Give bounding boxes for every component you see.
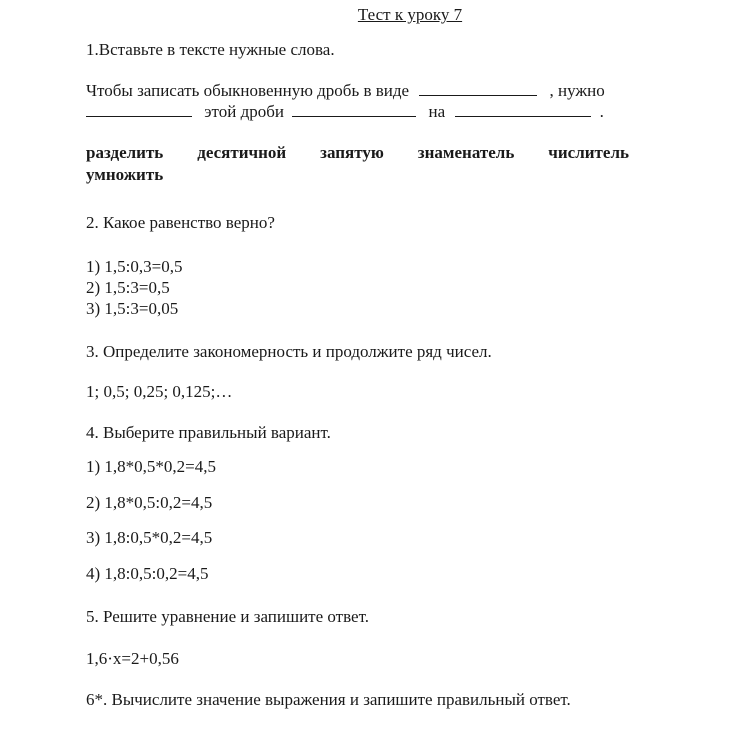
question-2-option: 3) 1,5:3=0,05 xyxy=(86,299,179,318)
word-bank-item: числитель xyxy=(548,143,629,162)
word-bank-item: разделить xyxy=(86,143,164,162)
sentence-part: , нужно xyxy=(549,81,605,100)
question-2-option: 1) 1,5:0,3=0,5 xyxy=(86,257,183,276)
sentence-part: на xyxy=(428,102,446,121)
question-3-sequence: 1; 0,5; 0,25; 0,125;… xyxy=(86,382,233,401)
question-4-option: 4) 1,8:0,5:0,2=4,5 xyxy=(86,564,209,583)
word-bank-item: десятичной xyxy=(197,143,287,162)
answer-blank-2[interactable] xyxy=(86,102,192,117)
sentence-part: . xyxy=(599,102,604,121)
question-2-option: 2) 1,5:3=0,5 xyxy=(86,278,170,297)
sentence-part: этой дроби xyxy=(204,102,284,121)
question-1-heading: 1.Вставьте в тексте нужные слова. xyxy=(86,40,335,59)
question-3-heading: 3. Определите закономерность и продолжите ряд чисел. xyxy=(86,342,492,361)
answer-blank-4[interactable] xyxy=(455,102,591,117)
word-bank-item: запятую xyxy=(320,143,384,162)
question-1-sentence-line-1 xyxy=(86,81,605,101)
question-4-heading: 4. Выберите правильный вариант. xyxy=(86,423,331,442)
question-6-heading: 6*. Вычислите значение выражения и запишите правильный ответ. xyxy=(86,690,571,709)
question-4-option: 3) 1,8:0,5*0,2=4,5 xyxy=(86,528,213,547)
question-2-heading: 2. Какое равенство верно? xyxy=(86,213,275,232)
word-bank xyxy=(86,143,629,163)
page-title: Тест к уроку 7 xyxy=(357,5,463,24)
question-5-equation: 1,6·х=2+0,56 xyxy=(86,649,179,668)
answer-blank-1[interactable] xyxy=(419,81,537,96)
question-5-heading: 5. Решите уравнение и запишите ответ. xyxy=(86,607,369,626)
word-bank-item: умножить xyxy=(86,165,164,184)
question-4-option: 1) 1,8*0,5*0,2=4,5 xyxy=(86,457,216,476)
sentence-part: Чтобы записать обыкновенную дробь в виде xyxy=(86,81,410,100)
answer-blank-3[interactable] xyxy=(292,102,416,117)
question-4-option: 2) 1,8*0,5:0,2=4,5 xyxy=(86,493,213,512)
word-bank-item: знаменатель xyxy=(417,143,515,162)
question-1-sentence-line-2 xyxy=(86,102,604,122)
